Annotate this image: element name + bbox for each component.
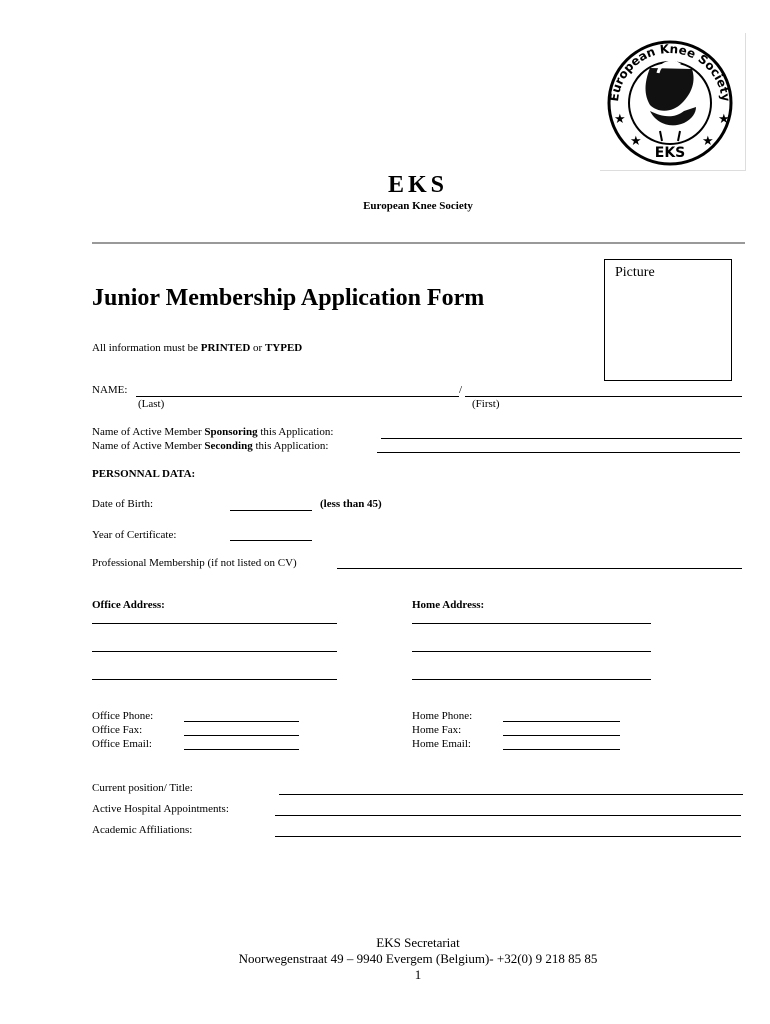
name-label: NAME: xyxy=(92,384,128,396)
office-email-field[interactable] xyxy=(184,749,299,750)
logo xyxy=(600,33,746,171)
sponsor-label: Name of Active Member Sponsoring this Application: xyxy=(92,426,334,438)
personal-data-heading: PERSONNAL DATA: xyxy=(92,468,196,480)
office-phone-label: Office Phone: xyxy=(92,710,154,722)
divider xyxy=(92,242,745,244)
office-email-label: Office Email: xyxy=(92,738,152,750)
name-separator: / xyxy=(459,384,463,396)
footer-address: Noorwegenstraat 49 – 9940 Evergem (Belgium)- +32(0) 9 218 85 85 xyxy=(238,951,598,966)
first-label: (First) xyxy=(472,398,500,410)
footer xyxy=(0,935,770,983)
prof-membership-label: Professional Membership (if not listed on CV) xyxy=(92,557,297,569)
star-icon: ★ xyxy=(718,111,730,126)
picture-label: Picture xyxy=(615,265,655,280)
dob-note: (less than 45) xyxy=(320,498,382,510)
seconding-field[interactable] xyxy=(377,452,740,453)
star-icon: ★ xyxy=(630,133,642,148)
form-title: Junior Membership Application Form xyxy=(92,285,485,311)
office-phone-field[interactable] xyxy=(184,721,299,722)
last-label: (Last) xyxy=(138,398,165,410)
prof-membership-field[interactable] xyxy=(337,568,742,569)
current-position-field[interactable] xyxy=(279,794,743,795)
header-subtitle: European Knee Society xyxy=(363,200,473,212)
office-address-line[interactable] xyxy=(92,651,337,652)
office-address-line[interactable] xyxy=(92,679,337,680)
academic-field[interactable] xyxy=(275,836,741,837)
home-fax-label: Home Fax: xyxy=(412,724,462,736)
home-email-field[interactable] xyxy=(503,749,620,750)
hospital-field[interactable] xyxy=(275,815,741,816)
svg-text:EKS: EKS xyxy=(654,145,686,161)
office-fax-field[interactable] xyxy=(184,735,299,736)
home-phone-label: Home Phone: xyxy=(412,710,473,722)
dob-field[interactable] xyxy=(230,510,312,511)
svg-text:European Knee Society: European Knee Society xyxy=(607,41,733,103)
page-number: 1 xyxy=(414,967,422,982)
footer-secretariat: EKS Secretariat xyxy=(376,935,460,950)
sponsor-field[interactable] xyxy=(381,438,742,439)
home-address-line[interactable] xyxy=(412,623,651,624)
year-certificate-label: Year of Certificate: xyxy=(92,529,177,541)
home-address-heading: Home Address: xyxy=(412,599,485,611)
seconding-label: Name of Active Member Seconding this Application: xyxy=(92,440,329,452)
home-phone-field[interactable] xyxy=(503,721,620,722)
office-address-line[interactable] xyxy=(92,623,337,624)
instruction-text: All information must be PRINTED or TYPED xyxy=(92,342,303,354)
star-icon: ★ xyxy=(702,133,714,148)
home-fax-field[interactable] xyxy=(503,735,620,736)
academic-label: Academic Affiliations: xyxy=(92,824,193,836)
current-position-label: Current position/ Title: xyxy=(92,782,193,794)
office-fax-label: Office Fax: xyxy=(92,724,143,736)
year-certificate-field[interactable] xyxy=(230,540,312,541)
first-name-field[interactable] xyxy=(465,396,742,397)
dob-label: Date of Birth: xyxy=(92,498,154,510)
picture-box[interactable] xyxy=(604,259,732,381)
last-name-field[interactable] xyxy=(136,396,459,397)
home-address-line[interactable] xyxy=(412,651,651,652)
home-email-label: Home Email: xyxy=(412,738,471,750)
hospital-label: Active Hospital Appointments: xyxy=(92,803,229,815)
home-address-line[interactable] xyxy=(412,679,651,680)
header-title: EKS xyxy=(387,172,449,198)
star-icon: ★ xyxy=(614,111,626,126)
eks-logo-icon xyxy=(600,33,745,170)
office-address-heading: Office Address: xyxy=(92,599,165,611)
